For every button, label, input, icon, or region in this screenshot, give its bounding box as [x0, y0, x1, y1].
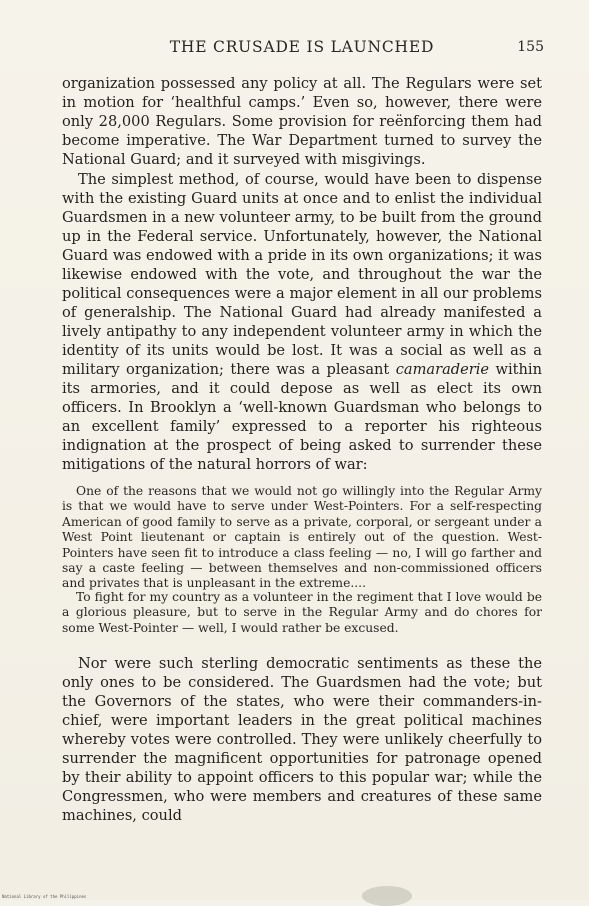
emphasis-camaraderie: camaraderie: [395, 361, 490, 378]
page-number: 155: [517, 39, 544, 55]
paragraph-2: The simplest method, of course, would have been to dispense with the existing Guard units at once and to enlist the individual Guardsmen in a new volunteer army, to be built from the ground up in the Federal service. Unfortunately, however, the National Guard was endowed with a pride in its own organizations; it was likewise endowed with the vote, and throughout the war the political consequences were a major element in all our problems of generalship. The National Guard had already manifested a lively antipathy to any independent volunteer army in which the identity of its units would be lost. It was a social as well as a military organization; there was a pleasant camaraderie within its armories, and it could depose as well as elect its own officers. In Brooklyn a ‘well-known Guardsman who belongs to an excellent family’ expressed to a reporter his righteous indignation at the prospect of being asked to surrender these mitigations of the natural horrors of war:: [62, 171, 542, 473]
block-quote-2: To fight for my country as a volunteer in the regiment that I love would be a glorious pleasure, but to serve in the Regular Army and do chores for some West-Pointer — well, I would rather be excused.: [62, 590, 542, 635]
running-head: [60, 38, 544, 60]
block-quote-1: One of the reasons that we would not go willingly into the Regular Army is that we would have to serve under West-Pointers. For a self-respecting American of good family to serve as a private, corporal, or sergeant under a West Point lieutenant or captain is entirely out of the question. West-Pointers have seen fit to introduce a class feeling — no, I will go farther and say a caste feeling — between themselves and non-commissioned officers and privates that is unpleasant in the extreme....: [62, 484, 542, 591]
paragraph-3: Nor were such sterling democratic sentiments as these the only ones to be considered. The Guardsmen had the vote; but the Governors of the states, who were their commanders-in-chief, were important leaders in the great political machines whereby votes were controlled. They were unlikely cheerfully to surrender the magnificent opportunities for patronage opened by their ability to appoint officers to this popular war; while the Congressmen, who were members and creatures of these same machines, could: [62, 655, 542, 824]
paragraph-1: organization possessed any policy at all. The Regulars were set in motion for ‘healthful camps.’ Even so, however, there were only 28,000 Regulars. Some provision for reënforcing them had become imperative. The War Department turned to survey the National Guard; and it surveyed with misgivings.: [62, 75, 542, 168]
scan-footer: National Library of the Philippines: [2, 894, 87, 899]
scan-smudge: [362, 886, 412, 906]
running-title: THE CRUSADE IS LAUNCHED: [169, 38, 435, 56]
